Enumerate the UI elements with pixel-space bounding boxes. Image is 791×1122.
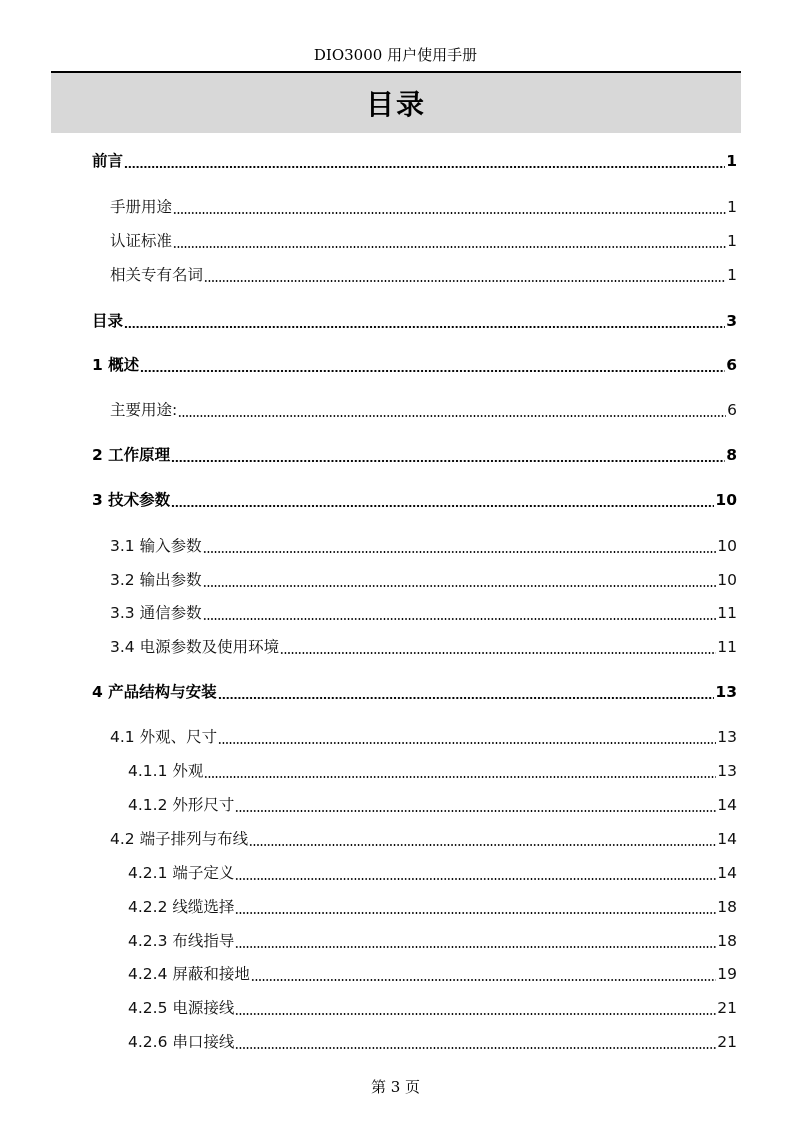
toc-entry-page: 6: [727, 401, 737, 419]
toc-entry-title: 3.1 输入参数: [110, 537, 202, 555]
toc-dot-leader: [235, 896, 716, 918]
toc-entry-title: 目录: [92, 312, 124, 330]
toc-entry-page: 10: [715, 491, 737, 509]
toc-entry-title: 主要用途:: [110, 401, 178, 419]
toc-entry[interactable]: [92, 444, 737, 466]
toc-dot-leader: [204, 264, 726, 286]
toc-dot-leader: [280, 636, 716, 658]
toc-entry-title: 4.2.6 串口接线: [128, 1033, 235, 1051]
toc-entry-page: 18: [717, 932, 737, 950]
toc-dot-leader: [173, 196, 726, 218]
toc-dot-leader: [235, 930, 716, 952]
page-footer: 第 3 页: [370, 1078, 421, 1096]
toc-entry-title: 4 产品结构与安装: [92, 683, 217, 701]
toc-entry-title: 4.1.1 外观: [128, 762, 204, 780]
toc-entry-page: 13: [717, 728, 737, 746]
toc-entry[interactable]: [92, 354, 737, 376]
toc-entry[interactable]: [128, 896, 737, 918]
toc-entry[interactable]: [128, 1031, 737, 1053]
toc-dot-leader: [218, 681, 715, 703]
toc-dot-leader: [251, 963, 716, 985]
page-title: 目录: [365, 88, 426, 121]
toc-entry-title: 3.2 输出参数: [110, 571, 202, 589]
toc-entry-title: 手册用途: [110, 198, 173, 216]
toc-dot-leader: [178, 399, 726, 421]
toc-entry-page: 3: [726, 312, 737, 330]
toc-entry-title: 2 工作原理: [92, 446, 171, 464]
toc-entry[interactable]: [92, 681, 737, 703]
toc-dot-leader: [140, 354, 725, 376]
toc-entry[interactable]: [128, 997, 737, 1019]
toc-entry-page: 19: [717, 965, 737, 983]
toc-dot-leader: [218, 726, 716, 748]
toc-entry-page: 11: [717, 638, 737, 656]
toc-entry-title: 4.2 端子排列与布线: [110, 830, 249, 848]
toc-entry-page: 1: [727, 232, 737, 250]
toc-entry-page: 18: [717, 898, 737, 916]
running-header: DIO3000 用户使用手册: [313, 46, 478, 64]
toc-entry[interactable]: [128, 794, 737, 816]
toc-entry-title: 4.1 外观、尺寸: [110, 728, 218, 746]
toc-entry-title: 认证标准: [110, 232, 173, 250]
toc-entry-page: 8: [726, 446, 737, 464]
toc-entry[interactable]: [110, 264, 737, 286]
toc-entry-page: 1: [727, 266, 737, 284]
toc-entry-page: 11: [717, 604, 737, 622]
toc-entry[interactable]: [110, 196, 737, 218]
toc-entry-page: 6: [726, 356, 737, 374]
toc-entry-title: 4.2.2 线缆选择: [128, 898, 235, 916]
toc-entry[interactable]: [128, 862, 737, 884]
toc-entry-title: 4.2.4 屏蔽和接地: [128, 965, 250, 983]
toc-entry-title: 前言: [92, 152, 124, 170]
toc-dot-leader: [235, 1031, 716, 1053]
toc-entry[interactable]: [128, 930, 737, 952]
toc-dot-leader: [235, 997, 716, 1019]
toc-dot-leader: [173, 230, 726, 252]
toc-entry[interactable]: [110, 828, 737, 850]
toc-entry[interactable]: [110, 569, 737, 591]
toc-entry-page: 10: [717, 571, 737, 589]
toc-dot-leader: [171, 444, 725, 466]
toc-entry-title: 3.3 通信参数: [110, 604, 202, 622]
toc-dot-leader: [203, 569, 717, 591]
toc-entry-title: 4.2.5 电源接线: [128, 999, 235, 1017]
toc-entry-page: 14: [717, 864, 737, 882]
toc-entry[interactable]: [110, 726, 737, 748]
toc-entry[interactable]: [110, 535, 737, 557]
toc-entry[interactable]: [128, 963, 737, 985]
toc-entry[interactable]: [128, 760, 737, 782]
toc-entry-title: 1 概述: [92, 356, 140, 374]
toc-entry-title: 4.2.1 端子定义: [128, 864, 235, 882]
toc-dot-leader: [171, 489, 714, 511]
toc-entry-title: 3.4 电源参数及使用环境: [110, 638, 280, 656]
toc-entry[interactable]: [110, 636, 737, 658]
toc-entry-page: 10: [717, 537, 737, 555]
toc-dot-leader: [235, 862, 716, 884]
toc-entry-title: 3 技术参数: [92, 491, 171, 509]
toc-entry-page: 1: [727, 198, 737, 216]
toc-dot-leader: [124, 310, 725, 332]
toc-entry-title: 相关专有名词: [110, 266, 204, 284]
toc-dot-leader: [249, 828, 716, 850]
toc-dot-leader: [203, 535, 717, 557]
toc-dot-leader: [235, 794, 716, 816]
toc-entry[interactable]: [110, 602, 737, 624]
toc-entry[interactable]: [110, 230, 737, 252]
toc-entry-page: 14: [717, 830, 737, 848]
toc-dot-leader: [124, 150, 725, 172]
toc-dot-leader: [204, 760, 716, 782]
toc-entry-page: 1: [726, 152, 737, 170]
toc-entry[interactable]: [110, 399, 737, 421]
toc-entry-page: 21: [717, 999, 737, 1017]
toc-entry[interactable]: [92, 150, 737, 172]
toc-entry[interactable]: [92, 489, 737, 511]
toc-dot-leader: [203, 602, 717, 624]
toc-entry-page: 14: [717, 796, 737, 814]
toc-entry-page: 13: [715, 683, 737, 701]
toc-entry-title: 4.2.3 布线指导: [128, 932, 235, 950]
toc-entry[interactable]: [92, 310, 737, 332]
toc-entry-page: 13: [717, 762, 737, 780]
toc-entry-page: 21: [717, 1033, 737, 1051]
toc-entry-title: 4.1.2 外形尺寸: [128, 796, 235, 814]
